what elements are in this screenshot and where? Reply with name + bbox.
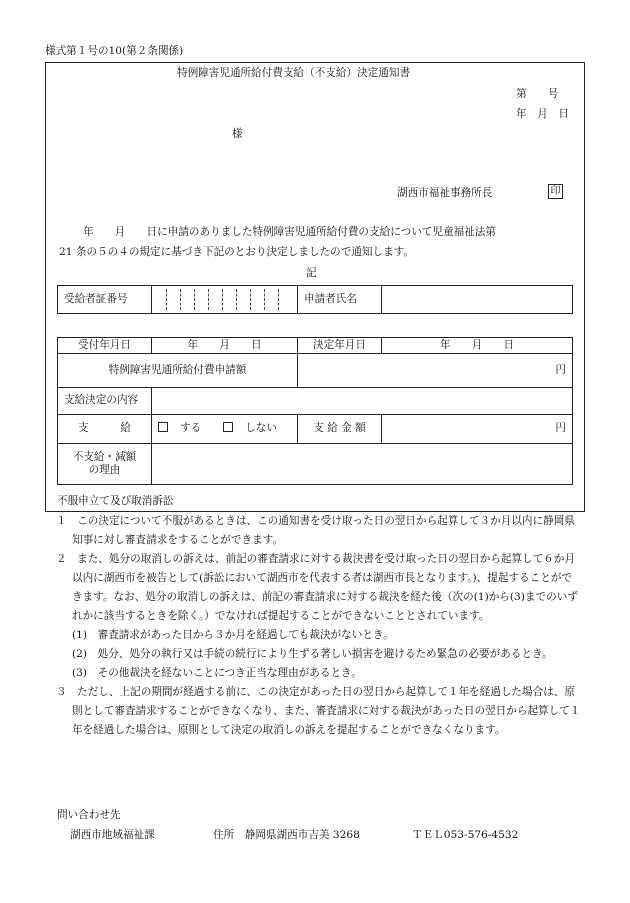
applicant-name-value[interactable] bbox=[382, 286, 573, 314]
ki-heading: 記 bbox=[306, 267, 317, 279]
form-number: 様式第１号の10(第２条関係) bbox=[45, 45, 184, 57]
note-item-3: ３ ただし、上記の期間が経過する前に、この決定があった日の翌日から起算して１年を経過した場合は、原則として審査請求することができなくなり、また、審査請求に対する裁決があった日の翌日から起算して１年を経過した場合は、原則として決定の取消しの訴えを提起することができなくなります。 bbox=[56, 686, 581, 736]
document-title: 特例障害児通所給付費支給（不支給）決定通知書 bbox=[177, 67, 411, 79]
option-no-label: しない bbox=[245, 422, 277, 435]
issuer-name: 湖西市福祉事務所長 bbox=[397, 187, 493, 199]
decided-date-label: 決定年月日 bbox=[298, 338, 382, 354]
received-date-label: 受付年月日 bbox=[58, 338, 152, 354]
received-date-value[interactable]: 年 月 日 bbox=[152, 338, 298, 354]
cert-number-boxes[interactable] bbox=[152, 286, 298, 314]
applied-amount-yen[interactable]: 円 bbox=[298, 354, 573, 388]
note-sub-3: (3) その他裁決を経ないことにつき正当な理由があるとき。 bbox=[72, 667, 362, 679]
checkbox-no[interactable] bbox=[223, 422, 233, 432]
reason-label bbox=[58, 444, 152, 485]
payment-amount-yen[interactable]: 円 bbox=[382, 415, 573, 444]
contact-tel: ＴＥＬ053-576-4532 bbox=[412, 829, 519, 841]
note-item-1: １ この決定について不服があるときは、この通知書を受け取った日の翌日から起算して３か月以内に静岡県知事に対し審査請求をすることができます。 bbox=[56, 515, 575, 546]
reason-label-line-1: 不支給・減額 bbox=[72, 450, 137, 463]
payment-label: 支 給 bbox=[58, 415, 152, 444]
payment-options bbox=[152, 415, 298, 444]
cert-number-label: 受給者証番号 bbox=[58, 286, 152, 314]
seal-mark: 印 bbox=[548, 184, 563, 199]
decision-content-value[interactable] bbox=[152, 388, 573, 415]
note-sub-1: (1) 審査請求があった日から３か月を経過しても裁決がないとき。 bbox=[72, 629, 394, 641]
contact-heading: 問い合わせ先 bbox=[57, 809, 121, 821]
reason-value[interactable] bbox=[152, 444, 573, 485]
option-yes-label: する bbox=[180, 422, 202, 435]
applicant-name-label: 申請者氏名 bbox=[298, 286, 382, 314]
decision-content-label: 支給決定の内容 bbox=[58, 388, 152, 415]
applied-amount-label: 特例障害児通所給付費申請額 bbox=[58, 354, 298, 388]
contact-office: 湖西市地域福祉課 bbox=[70, 829, 155, 841]
decided-date-value[interactable]: 年 月 日 bbox=[382, 338, 573, 354]
checkbox-yes[interactable] bbox=[158, 422, 168, 432]
contact-address: 住所 静岡県湖西市吉美 3268 bbox=[213, 829, 360, 841]
note-item-2: ２ また、処分の取消しの訴えは、前記の審査請求に対する裁決書を受け取った日の翌日から起算して６か月以内に湖西市を被告として(訴訟において湖西市を代表する者は湖西市長となります。)、提起することができます。なお、処分の取消しの訴えは、前記の審査請求に対する裁決を経た後（次の(1)から(3)までのいずれかに該当するときを除く。）でなければ提起することができないこととされています。 bbox=[56, 553, 578, 622]
reason-label-line-2: の理由 bbox=[88, 464, 121, 476]
date-label: 年 月 日 bbox=[516, 108, 569, 120]
recipient-table bbox=[57, 285, 573, 314]
number-label: 第 号 bbox=[516, 88, 559, 100]
decision-table bbox=[57, 337, 573, 485]
body-line-2: 21 条の５の４の規定に基づき下記のとおり決定しましたので通知します。 bbox=[59, 246, 414, 258]
payment-amount-label: 支 給 金 額 bbox=[298, 415, 382, 444]
note-sub-2: (2) 処分、処分の執行又は手続の続行により生ずる著しい損害を避けるため緊急の必要があるとき。 bbox=[72, 648, 553, 660]
addressee-suffix: 様 bbox=[232, 128, 243, 140]
appeal-notes bbox=[56, 512, 581, 740]
appeal-heading: 不服申立て及び取消訴訟 bbox=[57, 495, 174, 507]
body-line-1: 年 月 日に申請のありました特例障害児通所給付費の支給について児童福祉法第 bbox=[83, 226, 496, 238]
